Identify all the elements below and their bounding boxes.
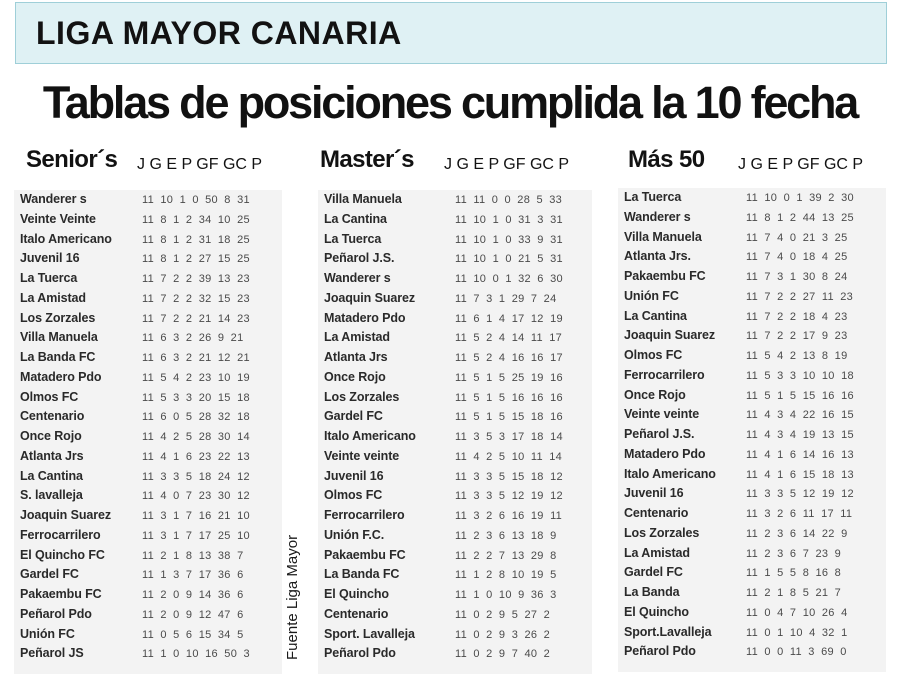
table-row: [14, 605, 282, 625]
team-name: La Cantina: [20, 468, 83, 483]
team-stats: 11 0 0 11 3 69 0: [746, 646, 847, 659]
team-name: Matadero Pdo: [324, 310, 406, 325]
team-stats: 11 8 1 2 34 10 25: [142, 213, 250, 226]
table-row: [618, 228, 886, 248]
table-row: [14, 625, 282, 645]
team-name: Italo Americano: [324, 429, 416, 443]
table-row: [14, 486, 282, 506]
table-row: [14, 190, 282, 210]
team-name: Pakaembu FC: [324, 547, 406, 562]
team-stats: 11 7 2 2 21 14 23: [142, 312, 250, 325]
team-stats: 11 7 3 1 29 7 24: [455, 292, 557, 305]
table-row: [618, 465, 886, 485]
team-name: Ferrocarrilero: [624, 367, 705, 382]
team-name: Italo Americano: [624, 466, 716, 481]
table-row: [14, 348, 282, 368]
team-stats: 11 3 3 5 12 19 12: [455, 490, 563, 503]
team-stats: 11 2 2 7 13 29 8: [455, 549, 557, 562]
team-stats: 11 10 1 0 33 9 31: [455, 233, 563, 246]
team-name: Pakaembu FC: [624, 269, 706, 283]
team-name: Italo Americano: [20, 231, 112, 246]
table-row: [318, 447, 592, 467]
table-row: [618, 642, 886, 662]
table-row: [318, 625, 592, 645]
team-stats: 11 6 0 5 28 32 18: [142, 411, 250, 424]
team-stats: 11 5 2 4 14 11 17: [455, 332, 563, 345]
team-name: Joaquin Suarez: [624, 328, 715, 343]
team-stats: 11 0 1 10 4 32 1: [746, 626, 848, 639]
team-stats: 11 4 1 6 15 18 13: [746, 468, 854, 481]
category-title: Master´s: [320, 146, 414, 173]
table-row: [14, 644, 282, 664]
team-stats: 11 4 1 6 14 16 13: [746, 448, 854, 461]
table-row: [14, 467, 282, 487]
team-name: La Amistad: [324, 330, 390, 345]
team-stats: 11 10 0 1 39 2 30: [746, 192, 854, 204]
team-name: La Banda FC: [324, 567, 400, 582]
team-name: La Tuerca: [20, 271, 78, 285]
team-stats: 11 7 2 2 32 15 23: [142, 292, 250, 305]
team-name: Veinte veinte: [624, 407, 700, 422]
team-stats: 11 1 5 5 8 16 8: [746, 567, 842, 580]
team-stats: 11 7 4 0 18 4 25: [746, 251, 848, 264]
table-row: [318, 210, 592, 230]
team-stats: 11 3 2 6 16 19 11: [455, 510, 563, 522]
team-name: Joaquin Suarez: [20, 508, 111, 522]
team-stats: 11 1 0 10 9 36 3: [455, 589, 557, 601]
table-row: [618, 188, 886, 208]
headline: Tablas de posiciones cumplida la 10 fecha: [42, 77, 858, 128]
team-name: Peñarol Pdo: [324, 646, 396, 661]
team-name: Veinte Veinte: [20, 211, 96, 226]
team-stats: 11 5 3 3 20 15 18: [142, 391, 250, 404]
team-name: El Quincho FC: [20, 547, 105, 562]
team-name: Wanderer s: [20, 192, 87, 206]
team-stats: 11 7 2 2 27 11 23: [746, 290, 854, 303]
table-row: [318, 269, 592, 289]
table-row: [618, 425, 886, 445]
team-name: Wanderer s: [324, 271, 391, 285]
team-stats: 11 5 1 5 15 16 16: [746, 389, 854, 402]
team-stats: 11 3 3 5 15 18 12: [455, 470, 563, 483]
team-stats: 11 5 1 5 16 16 16: [455, 391, 563, 404]
team-name: Unión FC: [624, 288, 679, 303]
table-row: [318, 486, 592, 506]
table-row: [14, 526, 282, 546]
table-row: [318, 309, 592, 329]
table-row: [14, 388, 282, 408]
team-stats: 11 5 1 5 25 19 16: [455, 371, 563, 384]
table-row: [618, 208, 886, 228]
table-row: [318, 605, 592, 625]
table-row: [318, 506, 592, 526]
team-name: Villa Manuela: [624, 229, 702, 244]
team-name: El Quincho: [624, 604, 689, 619]
column-headers: J G E P GF GC P: [444, 156, 570, 173]
team-name: Centenario: [624, 506, 689, 520]
team-name: Atlanta Jrs: [324, 350, 388, 364]
column-headers: J G E P GF GC P: [137, 156, 263, 173]
team-name: El Quincho: [324, 587, 389, 601]
senior-table: [14, 190, 282, 674]
table-row: [14, 585, 282, 605]
table-row: [14, 368, 282, 388]
table-row: [318, 467, 592, 487]
master-header: [320, 146, 590, 182]
table-row: [318, 348, 592, 368]
table-row: [618, 524, 886, 544]
team-name: Pakaembu FC: [20, 587, 102, 601]
team-stats: 11 2 0 9 12 47 6: [142, 608, 244, 621]
team-stats: 11 4 3 4 22 16 15: [746, 409, 854, 422]
team-stats: 11 7 2 2 39 13 23: [142, 273, 250, 285]
team-stats: 11 2 1 8 5 21 7: [746, 587, 842, 599]
team-name: La Amistad: [624, 545, 690, 560]
master-table: [318, 190, 592, 674]
category-title: Más 50: [628, 146, 705, 173]
team-stats: 11 6 3 2 26 9 21: [142, 332, 244, 345]
team-stats: 11 4 1 6 23 22 13: [142, 450, 250, 463]
table-row: [318, 644, 592, 664]
team-stats: 11 8 1 2 44 13 25: [746, 211, 854, 224]
team-stats: 11 4 2 5 28 30 14: [142, 431, 250, 443]
team-name: Ferrocarrilero: [324, 508, 405, 522]
team-stats: 11 1 2 8 10 19 5: [455, 569, 557, 582]
league-name: LIGA MAYOR CANARIA: [36, 15, 402, 51]
team-stats: 11 0 2 9 5 27 2: [455, 608, 551, 621]
team-name: Los Zorzales: [624, 525, 700, 540]
team-name: La Cantina: [324, 211, 387, 226]
table-row: [618, 405, 886, 425]
team-stats: 11 5 3 3 10 10 18: [746, 369, 854, 382]
team-stats: 11 2 3 6 14 22 9: [746, 527, 848, 540]
team-stats: 11 2 0 9 14 36 6: [142, 589, 244, 601]
team-stats: 11 8 1 2 27 15 25: [142, 253, 250, 266]
team-stats: 11 10 0 1 32 6 30: [455, 273, 563, 285]
team-stats: 11 3 3 5 12 19 12: [746, 488, 854, 501]
team-name: Peñarol Pdo: [624, 644, 696, 659]
table-row: [14, 269, 282, 289]
team-stats: 11 2 3 6 7 23 9: [746, 547, 842, 560]
team-name: Peñarol J.S.: [624, 427, 695, 441]
table-row: [14, 210, 282, 230]
table-row: [318, 230, 592, 250]
team-stats: 11 3 3 5 18 24 12: [142, 470, 250, 483]
team-stats: 11 0 4 7 10 26 4: [746, 606, 848, 619]
team-stats: 11 11 0 0 28 5 33: [455, 194, 563, 206]
team-name: Peñarol J.S.: [324, 251, 395, 266]
table-row: [618, 346, 886, 366]
table-row: [14, 427, 282, 447]
team-stats: 11 3 1 7 17 25 10: [142, 529, 250, 542]
team-stats: 11 4 3 4 19 13 15: [746, 429, 854, 441]
team-stats: 11 5 1 5 15 18 16: [455, 411, 563, 424]
team-stats: 11 3 2 6 11 17 11: [746, 508, 853, 520]
table-row: [14, 328, 282, 348]
team-name: Sport.Lavalleja: [624, 624, 712, 639]
team-stats: 11 2 1 8 13 38 7: [142, 549, 244, 562]
table-row: [14, 407, 282, 427]
team-name: Once Rojo: [20, 429, 82, 443]
table-row: [318, 249, 592, 269]
mas50-header: [628, 146, 888, 182]
table-row: [618, 326, 886, 346]
team-name: La Amistad: [20, 290, 86, 305]
team-name: Ferrocarrilero: [20, 527, 101, 542]
mas50-table: [618, 188, 886, 672]
column-headers: J G E P GF GC P: [738, 156, 864, 173]
team-name: La Tuerca: [324, 231, 382, 246]
team-name: Wanderer s: [624, 209, 691, 224]
table-row: [618, 484, 886, 504]
table-row: [618, 267, 886, 287]
table-row: [318, 546, 592, 566]
team-name: Unión F.C.: [324, 527, 385, 542]
table-row: [14, 447, 282, 467]
table-row: [318, 427, 592, 447]
team-name: Joaquin Suarez: [324, 290, 415, 305]
table-row: [618, 544, 886, 564]
table-row: [618, 247, 886, 267]
table-row: [618, 504, 886, 524]
table-row: [318, 565, 592, 585]
team-stats: 11 7 2 2 17 9 23: [746, 330, 848, 343]
table-row: [318, 388, 592, 408]
team-stats: 11 0 2 9 3 26 2: [455, 628, 551, 641]
team-stats: 11 5 2 4 16 16 17: [455, 352, 563, 364]
team-stats: 11 4 0 7 23 30 12: [142, 490, 250, 503]
table-row: [618, 583, 886, 603]
table-row: [618, 287, 886, 307]
table-row: [318, 585, 592, 605]
team-name: Juvenil 16: [624, 486, 684, 501]
team-name: Veinte veinte: [324, 448, 400, 463]
team-name: Villa Manuela: [20, 330, 98, 345]
team-name: Once Rojo: [324, 369, 386, 384]
team-name: Centenario: [324, 606, 389, 621]
senior-header: [26, 146, 296, 182]
team-name: Villa Manuela: [324, 192, 402, 206]
team-stats: 11 7 3 1 30 8 24: [746, 271, 848, 283]
team-stats: 11 0 5 6 15 34 5: [142, 628, 244, 641]
team-name: Olmos FC: [624, 348, 683, 362]
team-name: Gardel FC: [624, 565, 683, 580]
source-note: Fuente Liga Mayor: [284, 534, 301, 660]
team-name: Olmos FC: [324, 488, 383, 503]
team-name: La Cantina: [624, 308, 687, 323]
team-stats: 11 1 0 10 16 50 3: [142, 648, 250, 661]
team-name: Matadero Pdo: [624, 446, 706, 461]
table-row: [318, 407, 592, 427]
table-row: [618, 366, 886, 386]
table-row: [618, 603, 886, 623]
table-row: [618, 623, 886, 643]
team-stats: 11 6 1 4 17 12 19: [455, 312, 563, 325]
team-stats: 11 2 3 6 13 18 9: [455, 529, 557, 542]
team-stats: 11 3 5 3 17 18 14: [455, 431, 563, 443]
table-row: [618, 563, 886, 583]
team-stats: 11 0 2 9 7 40 2: [455, 648, 551, 661]
table-row: [618, 307, 886, 327]
table-row: [14, 506, 282, 526]
team-stats: 11 5 4 2 23 10 19: [142, 371, 250, 384]
team-stats: 11 7 2 2 18 4 23: [746, 310, 848, 323]
table-row: [618, 445, 886, 465]
table-row: [318, 190, 592, 210]
table-row: [14, 289, 282, 309]
team-stats: 11 4 2 5 10 11 14: [455, 450, 563, 463]
team-name: Juvenil 16: [20, 251, 80, 266]
table-row: [318, 328, 592, 348]
team-stats: 11 5 4 2 13 8 19: [746, 350, 848, 362]
header-banner: [15, 2, 887, 64]
team-name: Unión FC: [20, 626, 75, 641]
table-row: [14, 249, 282, 269]
team-stats: 11 7 4 0 21 3 25: [746, 231, 848, 244]
team-name: Gardel FC: [20, 567, 79, 582]
team-name: Peñarol Pdo: [20, 606, 92, 621]
team-name: Matadero Pdo: [20, 369, 102, 384]
team-name: La Banda FC: [20, 350, 96, 364]
team-name: Juvenil 16: [324, 468, 384, 483]
team-stats: 11 3 1 7 16 21 10: [142, 510, 250, 522]
table-row: [318, 368, 592, 388]
table-row: [14, 565, 282, 585]
table-row: [14, 230, 282, 250]
team-name: Atlanta Jrs.: [624, 249, 691, 264]
table-row: [318, 526, 592, 546]
team-stats: 11 10 1 0 31 3 31: [455, 213, 563, 226]
team-stats: 11 6 3 2 21 12 21: [142, 352, 250, 364]
table-row: [618, 386, 886, 406]
table-row: [14, 546, 282, 566]
team-name: La Tuerca: [624, 190, 682, 204]
team-stats: 11 8 1 2 31 18 25: [142, 233, 250, 246]
team-stats: 11 10 1 0 21 5 31: [455, 253, 563, 266]
team-name: Olmos FC: [20, 389, 79, 404]
team-name: S. lavalleja: [20, 488, 83, 503]
team-name: La Banda: [624, 585, 680, 599]
table-row: [318, 289, 592, 309]
team-name: Once Rojo: [624, 387, 686, 402]
team-name: Los Zorzales: [20, 310, 96, 325]
team-name: Atlanta Jrs: [20, 448, 84, 463]
team-name: Peñarol JS: [20, 646, 84, 661]
team-name: Sport. Lavalleja: [324, 626, 415, 641]
team-name: Centenario: [20, 409, 85, 424]
team-name: Los Zorzales: [324, 389, 400, 404]
team-stats: 11 1 3 7 17 36 6: [142, 569, 244, 582]
team-stats: 11 10 1 0 50 8 31: [142, 194, 250, 206]
category-title: Senior´s: [26, 146, 118, 173]
team-name: Gardel FC: [324, 409, 383, 424]
table-row: [14, 309, 282, 329]
